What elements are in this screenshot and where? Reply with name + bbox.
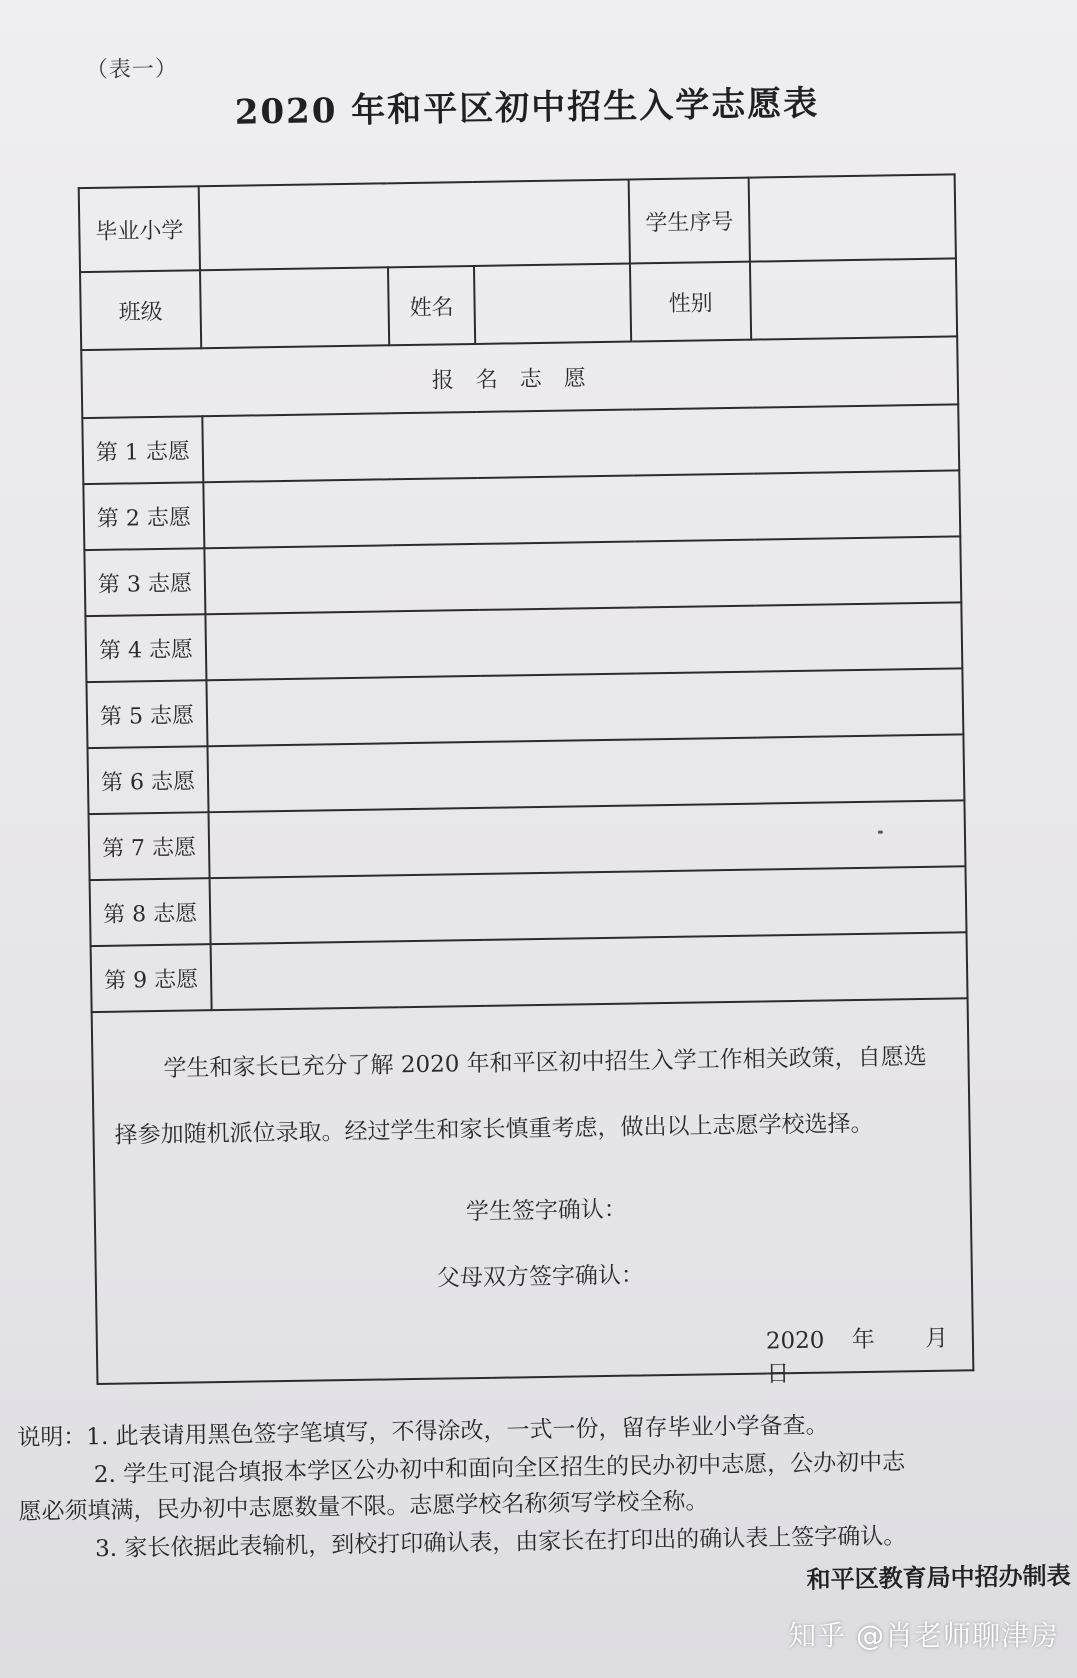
preference-label: 第 7 志愿 [89,812,210,880]
name-field[interactable] [474,264,631,344]
preference-label: 第 3 志愿 [84,548,205,616]
preference-field[interactable] [211,932,968,1010]
statement-cell [92,998,999,1388]
student-number-label: 学生序号 [629,178,750,264]
preference-field[interactable] [209,800,966,878]
preference-label: 第 4 志愿 [85,614,206,682]
name-label: 姓名 [388,266,475,345]
note-1: 说明：1. 此表请用黑色签字笔填写，不得涂改，一式一份，留存毕业小学备查。 [17,1412,829,1452]
preference-label: 第 1 志愿 [82,416,203,484]
watermark: 知乎 @肖老师聊津房 [788,1619,1059,1652]
preference-label: 第 6 志愿 [88,746,209,814]
student-number-field[interactable] [749,174,956,261]
preference-field[interactable] [206,668,963,746]
student-signature-label: 学生签字确认： [465,1196,628,1226]
class-label: 班级 [80,270,201,350]
preference-field[interactable] [204,536,961,614]
note-2-continued: 愿必须填满，民办初中志愿数量不限。志愿学校名称须写学校全称。 [18,1488,709,1526]
signature-date: 2020 年 月 日 [765,1324,999,1388]
preference-field[interactable] [210,866,967,944]
application-table [78,173,999,1388]
ink-speck [878,831,883,834]
parents-signature-label: 父母双方签字确认： [436,1262,645,1292]
graduated-school-label: 毕业小学 [79,186,200,272]
statement-row [92,998,974,1384]
school-row [79,174,956,272]
preference-label: 第 2 志愿 [83,482,204,550]
class-field[interactable] [200,267,389,348]
preference-label: 第 5 志愿 [86,680,207,748]
gender-field[interactable] [750,258,957,339]
preference-field[interactable] [205,602,962,680]
statement-line-2: 择参加随机派位录取。经过学生和家长慎重考虑，做出以上志愿学校选择。 [114,1110,874,1149]
preference-field[interactable] [207,734,964,812]
preference-field[interactable] [203,470,960,548]
statement-line-1: 学生和家长已充分了解 2020 年和平区初中招生入学工作相关政策，自愿选 [163,1043,927,1082]
note-3: 3. 家长依据此表输机，到校打印确认表，由家长在打印出的确认表上签字确认。 [94,1523,907,1563]
student-info-row [80,258,957,350]
note-2: 2. 学生可混合填报本学区公办初中和面向全区招生的民办初中志愿，公办初中志 [93,1449,906,1489]
preference-label: 第 8 志愿 [90,878,211,946]
section-title: 报名志愿 [81,336,958,418]
gender-label: 性别 [630,262,751,342]
form-title: 2020 年和平区初中招生入学志愿表 [234,83,820,133]
graduated-school-field[interactable] [199,180,630,271]
form-marker: （表一） [85,56,179,84]
notes-section [17,1404,1067,1563]
issuer-label: 和平区教育局中招办制表 [806,1560,1071,1594]
preference-field[interactable] [202,404,959,482]
preference-label: 第 9 志愿 [91,944,212,1012]
